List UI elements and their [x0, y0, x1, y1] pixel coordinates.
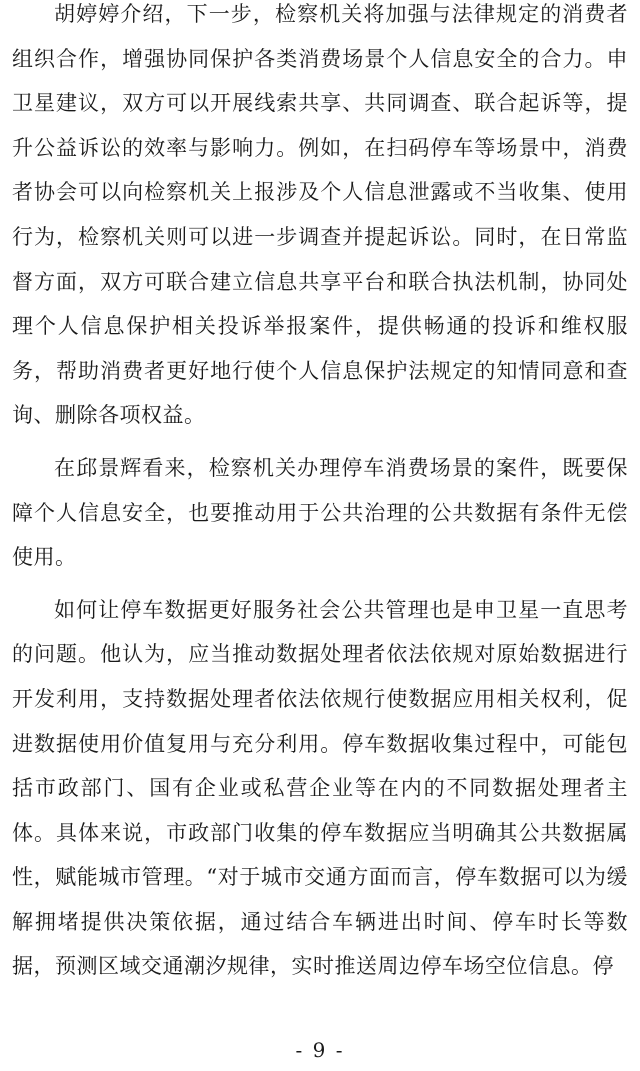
page-number: - 9 - — [295, 1038, 345, 1062]
body-paragraph-1: 胡婷婷介绍，下一步，检察机关将加强与法律规定的消费者组织合作，增强协同保护各类消费场景个人信息安全的合力。申卫星建议，双方可以开展线索共享、共同调查、联合起诉等，提升公益诉讼的效率与影响力。例如，在扫码停车等场景中，消费者协会可以向检察机关上报涉及个人信息泄露或不当收集、使用行为，检察机关则可以进一步调查并提起诉讼。同时，在日常监督方面，双方可联合建立信息共享平台和联合执法机制，协同处理个人信息保护相关投诉举报案件，提供畅通的投诉和维权服务，帮助消费者更好地行使个人信息保护法规定的知情同意和查询、删除各项权益。 — [12, 2, 628, 428]
body-paragraph-3: 如何让停车数据更好服务社会公共管理也是申卫星一直思考的问题。他认为，应当推动数据处理者依法依规对原始数据进行开发利用，支持数据处理者依法依规行使数据应用相关权利，促进数据使用价值复用与充分利用。停车数据收集过程中，可能包括市政部门、国有企业或私营企业等在内的不同数据处理者主体。具体来说，市政部门收集的停车数据应当明确其公共数据属性，赋能城市管理。“对于城市交通方面而言，停车数据可以为缓解拥堵提供决策依据，通过结合车辆进出时间、停车时长等数据，预测区域交通潮汐规律，实时推送周边停车场空位信息。停 — [12, 597, 628, 979]
body-paragraph-2: 在邱景辉看来，检察机关办理停车消费场景的案件，既要保障个人信息安全，也要推动用于公共治理的公共数据有条件无偿使用。 — [12, 455, 628, 570]
